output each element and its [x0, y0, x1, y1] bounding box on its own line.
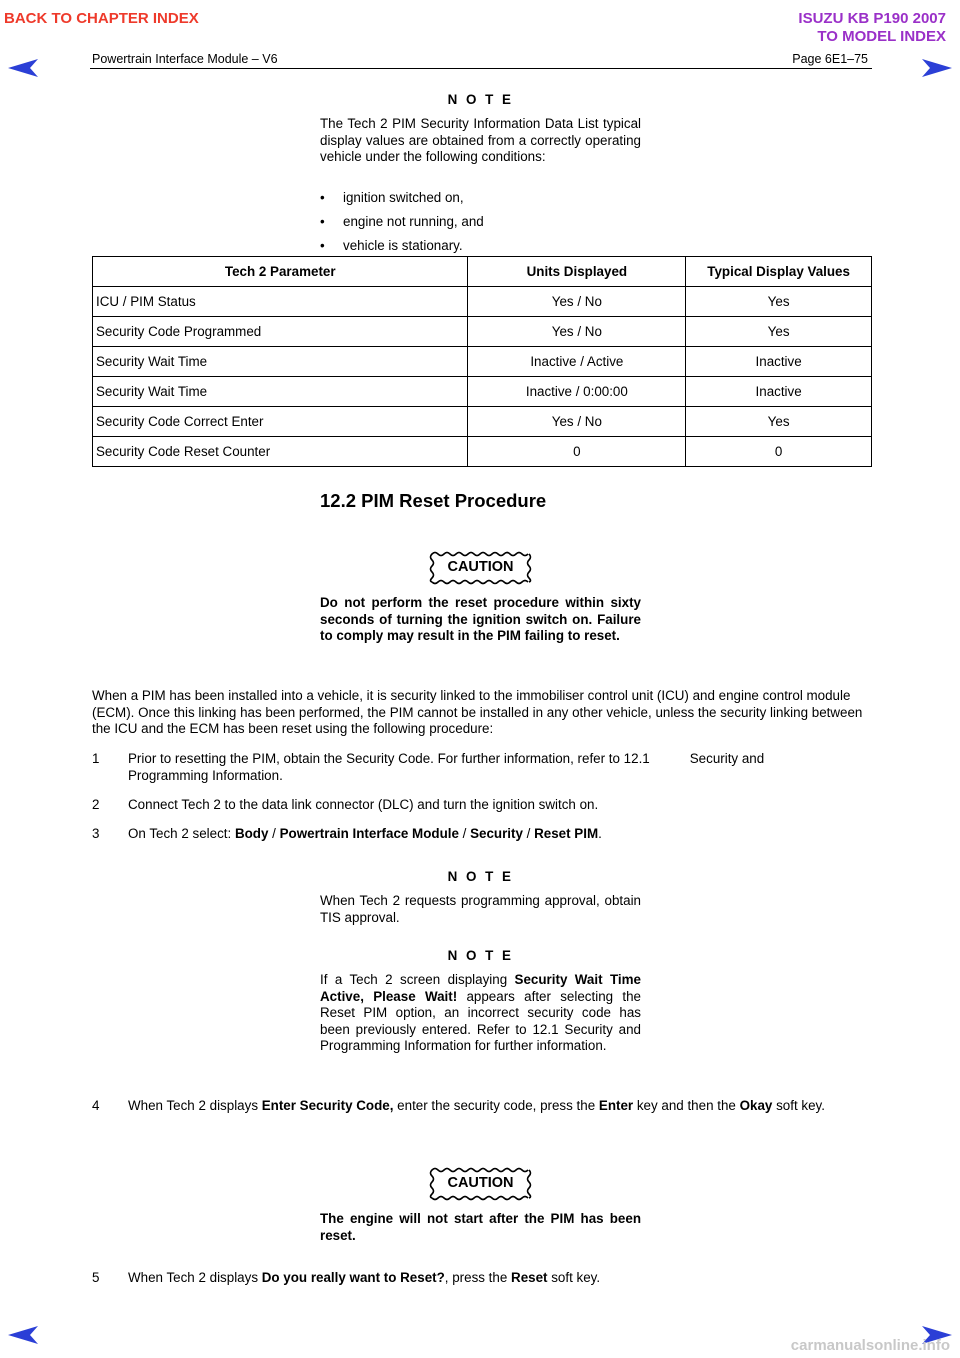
step-text — [128, 1270, 872, 1287]
text-run: / — [458, 826, 471, 841]
table-header-row — [93, 257, 872, 287]
text-run-bold: Enter — [598, 1098, 634, 1113]
step-text-part: Programming Information. — [128, 767, 283, 783]
list-item: • engine not running, and — [320, 214, 641, 238]
step-text — [128, 751, 872, 784]
page-number: Page 6E1–75 — [792, 52, 868, 66]
text-run: soft key. — [772, 1098, 825, 1113]
step-number: 2 — [92, 797, 100, 812]
text-run-bold: Reset — [511, 1270, 548, 1285]
step-2 — [92, 797, 872, 814]
table-cell: ICU / PIM Status — [93, 287, 468, 317]
menu-path-security: Security — [470, 826, 523, 841]
text-run-bold: Okay — [739, 1098, 773, 1113]
table-cell: 0 — [468, 437, 686, 467]
intro-paragraph: When a PIM has been installed into a vehicle, it is security linked to the immobiliser control unit (ICU) and engine control module (ECM). Once this linking has been performed, the PIM cannot be installed in any other vehicle, unless the security linking between the ICU and the ECM has been reset using the following procedure: — [92, 688, 863, 737]
text-run-bold: Security Wait Time Active, Please Wait! — [320, 972, 641, 1004]
prev-page-arrow-icon[interactable] — [8, 1325, 38, 1345]
table-cell: Security Wait Time — [93, 347, 468, 377]
column-header: Tech 2 Parameter — [93, 257, 468, 287]
step-number: 5 — [92, 1270, 100, 1285]
text-run: On Tech 2 select: — [128, 826, 235, 841]
table-cell: Yes — [686, 287, 872, 317]
table-cell: Security Wait Time — [93, 377, 468, 407]
model-index-link[interactable] — [798, 10, 946, 46]
table-cell: Yes / No — [468, 287, 686, 317]
text-run: appears after selecting the Reset PIM option, an incorrect security code has been previously entered. Refer to 12.1 Security and Programming Information for further information. — [320, 988, 641, 1054]
table-cell: Yes / No — [468, 317, 686, 347]
table-cell: Yes / No — [468, 407, 686, 437]
table-cell: Yes — [686, 317, 872, 347]
table-row — [93, 407, 872, 437]
menu-path-reset-pim: Reset PIM — [534, 826, 599, 841]
table-cell: Inactive — [686, 347, 872, 377]
step-3 — [92, 826, 872, 843]
table-row — [93, 317, 872, 347]
caution-label: CAUTION — [447, 559, 514, 575]
column-header: Units Displayed — [468, 257, 686, 287]
text-run: When Tech 2 displays — [128, 1270, 262, 1285]
table-row — [93, 347, 872, 377]
note-text: The Tech 2 PIM Security Information Data List typical display values are obtained from a correctly operating vehicle under the following conditions: — [320, 116, 641, 165]
note-title: N O T E — [447, 92, 514, 107]
note-text: When Tech 2 requests programming approval, obtain TIS approval. — [320, 893, 641, 925]
note-title: N O T E — [447, 869, 514, 884]
table-cell: Yes — [686, 407, 872, 437]
step-number: 1 — [92, 751, 100, 766]
note-text — [320, 972, 641, 1055]
column-header: Typical Display Values — [686, 257, 872, 287]
caution-badge — [429, 1166, 532, 1202]
step-5 — [92, 1270, 872, 1287]
note-title: N O T E — [447, 948, 514, 963]
step-text — [128, 826, 872, 843]
caution-label: CAUTION — [447, 1175, 514, 1191]
text-run: If a Tech 2 screen displaying — [320, 972, 515, 987]
text-run: , press the — [444, 1270, 512, 1285]
table-row — [93, 377, 872, 407]
text-run: key and then the — [633, 1098, 740, 1113]
table-cell: Inactive — [686, 377, 872, 407]
step-text-part: Prior to resetting the PIM, obtain the Security Code. For further information, refer to 12.1 — [128, 751, 650, 766]
step-1 — [92, 751, 872, 784]
to-model-index-label: TO MODEL INDEX — [817, 28, 946, 45]
back-to-chapter-index-link[interactable]: BACK TO CHAPTER INDEX — [4, 10, 199, 27]
table-cell: Inactive / Active — [468, 347, 686, 377]
table-cell: Security Code Programmed — [93, 317, 468, 347]
step-4 — [92, 1098, 872, 1115]
caution-text: The engine will not start after the PIM has been reset. — [320, 1211, 641, 1243]
section-heading: 12.2 PIM Reset Procedure — [320, 490, 547, 511]
prev-page-arrow-icon[interactable] — [8, 58, 38, 78]
text-run: / — [522, 826, 535, 841]
menu-path-pim: Powertrain Interface Module — [279, 826, 459, 841]
page-header-title: Powertrain Interface Module – V6 — [92, 52, 278, 66]
step-text-part: Security and — [689, 751, 765, 766]
header-rule — [90, 68, 872, 69]
step-text: Connect Tech 2 to the data link connector (DLC) and turn the ignition switch on. — [128, 797, 599, 812]
text-run-bold: Enter Security Code, — [261, 1098, 394, 1113]
text-run: . — [598, 826, 602, 841]
step-number: 4 — [92, 1098, 100, 1113]
text-run-bold: Do you really want to Reset? — [261, 1270, 445, 1285]
list-item: • vehicle is stationary. — [320, 238, 641, 262]
caution-text: Do not perform the reset procedure within sixty seconds of turning the ignition switch on. Failure to comply may result in the PIM failing to reset. — [320, 595, 641, 644]
step-number: 3 — [92, 826, 100, 841]
text-run: When Tech 2 displays — [128, 1098, 262, 1113]
table-cell: Security Code Correct Enter — [93, 407, 468, 437]
table-cell: Inactive / 0:00:00 — [468, 377, 686, 407]
table-cell: 0 — [686, 437, 872, 467]
list-item: • ignition switched on, — [320, 190, 641, 214]
text-run: / — [268, 826, 280, 841]
table-cell: Security Code Reset Counter — [93, 437, 468, 467]
table-row — [93, 437, 872, 467]
menu-path-body: Body — [234, 826, 269, 841]
watermark: carmanualsonline.info — [790, 1337, 950, 1354]
text-run: enter the security code, press the — [393, 1098, 599, 1113]
model-title: ISUZU KB P190 2007 — [798, 10, 946, 27]
parameter-table — [92, 256, 872, 467]
table-row — [93, 287, 872, 317]
conditions-list — [320, 190, 641, 262]
text-run: soft key. — [547, 1270, 601, 1285]
next-page-arrow-icon[interactable] — [922, 58, 952, 78]
caution-badge — [429, 550, 532, 586]
step-text — [128, 1098, 872, 1115]
